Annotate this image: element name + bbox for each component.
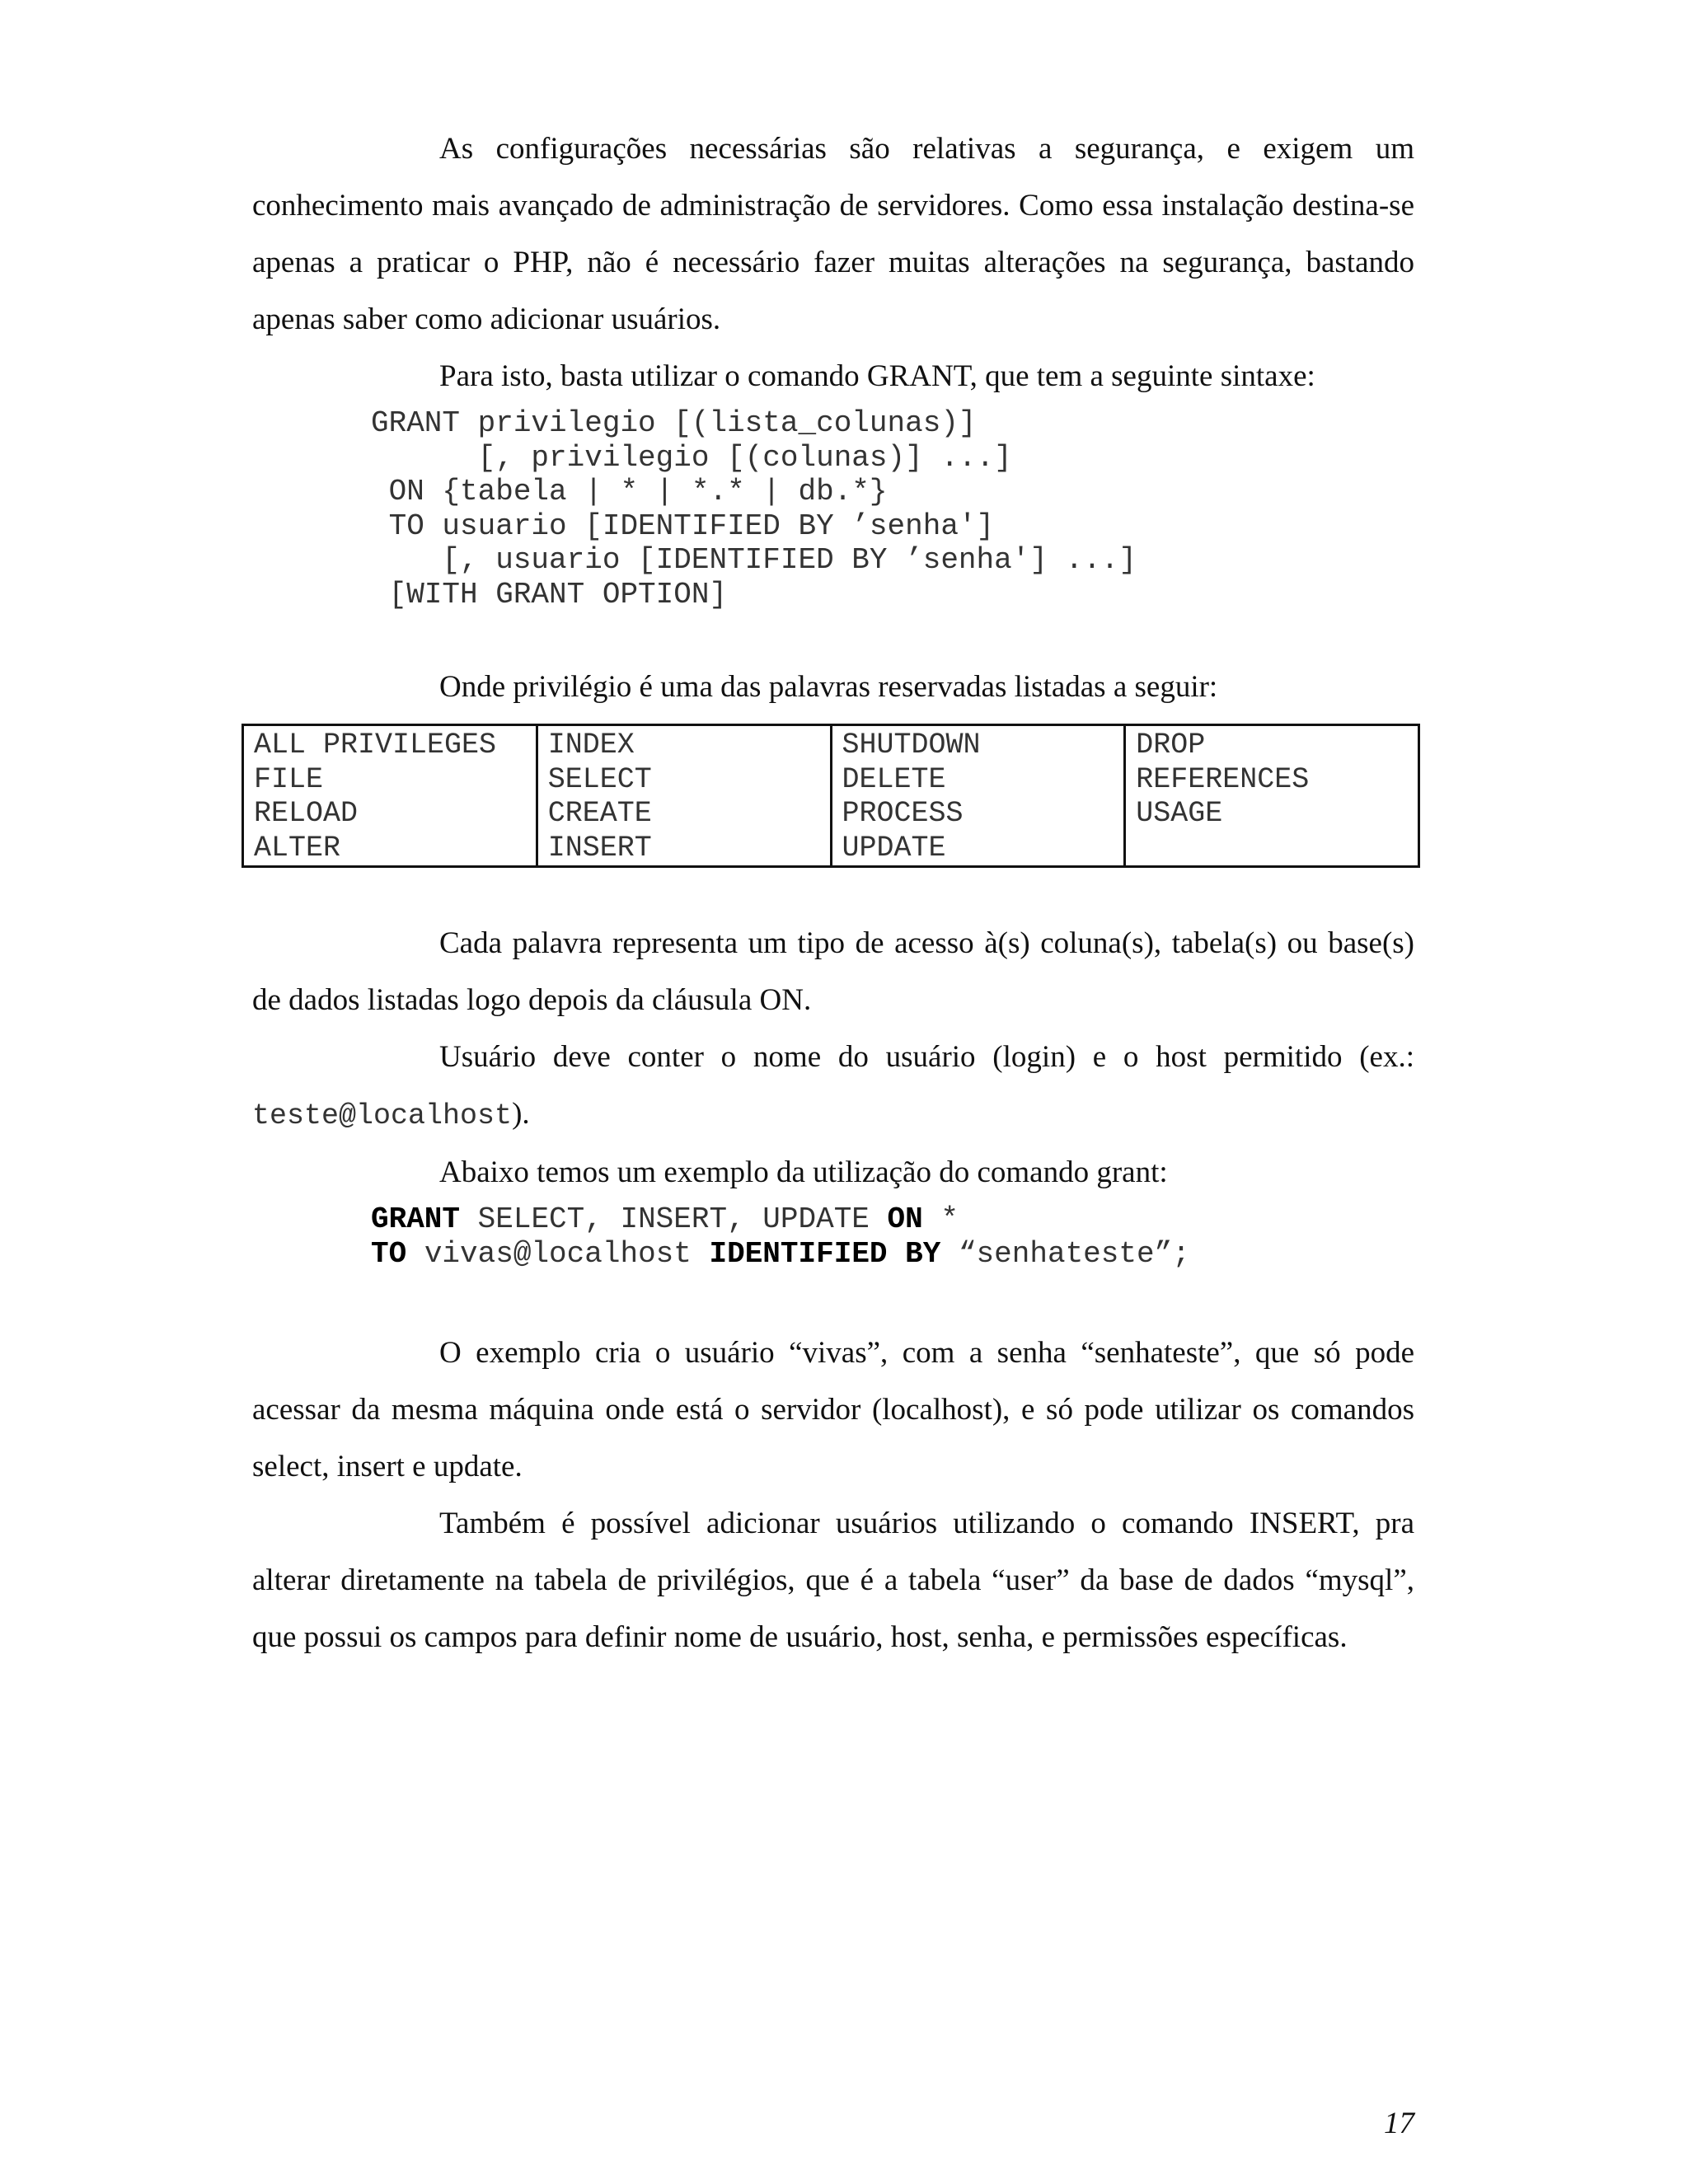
privilege-item: RELOAD [254,797,359,830]
inline-code: teste@localhost [252,1099,513,1132]
paragraph-user-format [252,1029,1414,1145]
privilege-item: REFERENCES [1136,762,1310,796]
code-line: [, usuario [IDENTIFIED BY ’senha'] ...] [371,543,1137,577]
paragraph-privileges-intro [252,658,1414,715]
grant-example-code [371,1202,1190,1271]
code-text: vivas@localhost [406,1236,710,1271]
paragraph-grant-intro [252,348,1414,405]
paragraph-text: Cada palavra representa um tipo de acesso à(s) coluna(s), tabela(s) ou base(s) de dados listadas logo depois da cláusula ON. [252,926,1414,1017]
paragraph-text: Onde privilégio é uma das palavras reservadas listadas a seguir: [439,670,1218,704]
table-cell [831,725,1125,867]
code-text: * [922,1202,959,1236]
paragraph-text: Abaixo temos um exemplo da utilização do comando grant: [439,1155,1168,1189]
code-line: GRANT privilegio [(lista_colunas)] [371,406,977,440]
code-line [371,1202,1190,1237]
code-line [371,1237,1190,1272]
paragraph-text: ). [512,1097,530,1131]
privilege-item: SELECT [547,762,652,796]
table-row [243,725,1419,867]
privilege-item: UPDATE [842,831,946,865]
code-text: SELECT, INSERT, UPDATE [460,1202,888,1236]
paragraph-insert-alternative [252,1495,1414,1666]
privilege-item: INDEX [547,729,635,762]
privilege-item: CREATE [547,797,652,830]
paragraph-text: O exemplo cria o usuário “vivas”, com a senha “senhateste”, que só pode acessar da mesma máquina onde está o servidor (localhost), e só pode utilizar os comandos select, insert e update. [252,1336,1414,1483]
page-number: 17 [1384,2107,1414,2140]
paragraph-privilege-meaning [252,915,1414,1029]
privilege-item: SHUTDOWN [842,729,981,762]
paragraph-text: Também é possível adicionar usuários utilizando o comando INSERT, pra alterar diretamente na tabela de privilégios, que é a tabela “user” da base de dados “mysql”, que possui os campos para definir nome de usuário, host, senha, e permissões específicas. [252,1507,1414,1654]
paragraph-text: Usuário deve conter o nome do usuário (login) e o host permitido (ex.: [439,1040,1414,1074]
table-cell [1125,725,1419,867]
privilege-item: USAGE [1136,797,1223,830]
paragraph-text: Para isto, basta utilizar o comando GRANT, que tem a seguinte sintaxe: [439,359,1315,393]
privilege-item: ALL PRIVILEGES [254,729,497,762]
table-cell [537,725,831,867]
privilege-item: PROCESS [842,797,964,830]
code-line: [, privilegio [(colunas)] ...] [371,440,1012,475]
privilege-item: DELETE [842,762,946,796]
paragraph-text: As configurações necessárias são relativas a segurança, e exigem um conhecimento mais avançado de administração de servidores. Como essa instalação destina-se apenas a praticar o PHP, não é necessário fazer muitas alterações na segurança, bastando apenas saber como adicionar usuários. [252,132,1414,336]
privilege-item: INSERT [547,831,652,865]
code-keyword: GRANT [371,1202,461,1236]
privileges-table [241,724,1420,868]
grant-syntax-code [371,406,1137,612]
privilege-item: ALTER [254,831,341,865]
paragraph-example-intro [252,1144,1414,1201]
table-cell [243,725,537,867]
code-line: ON {tabela | * | *.* | db.*} [371,475,888,509]
privilege-item: FILE [254,762,324,796]
paragraph-security-intro [252,120,1414,348]
code-line: [WITH GRANT OPTION] [371,577,728,612]
code-text: “senhateste”; [940,1236,1190,1271]
code-keyword: TO [371,1236,407,1271]
privilege-item: DROP [1136,729,1206,762]
code-keyword: IDENTIFIED BY [709,1236,941,1271]
paragraph-example-explanation [252,1324,1414,1495]
code-line: TO usuario [IDENTIFIED BY ’senha'] [371,509,995,543]
code-keyword: ON [887,1202,923,1236]
